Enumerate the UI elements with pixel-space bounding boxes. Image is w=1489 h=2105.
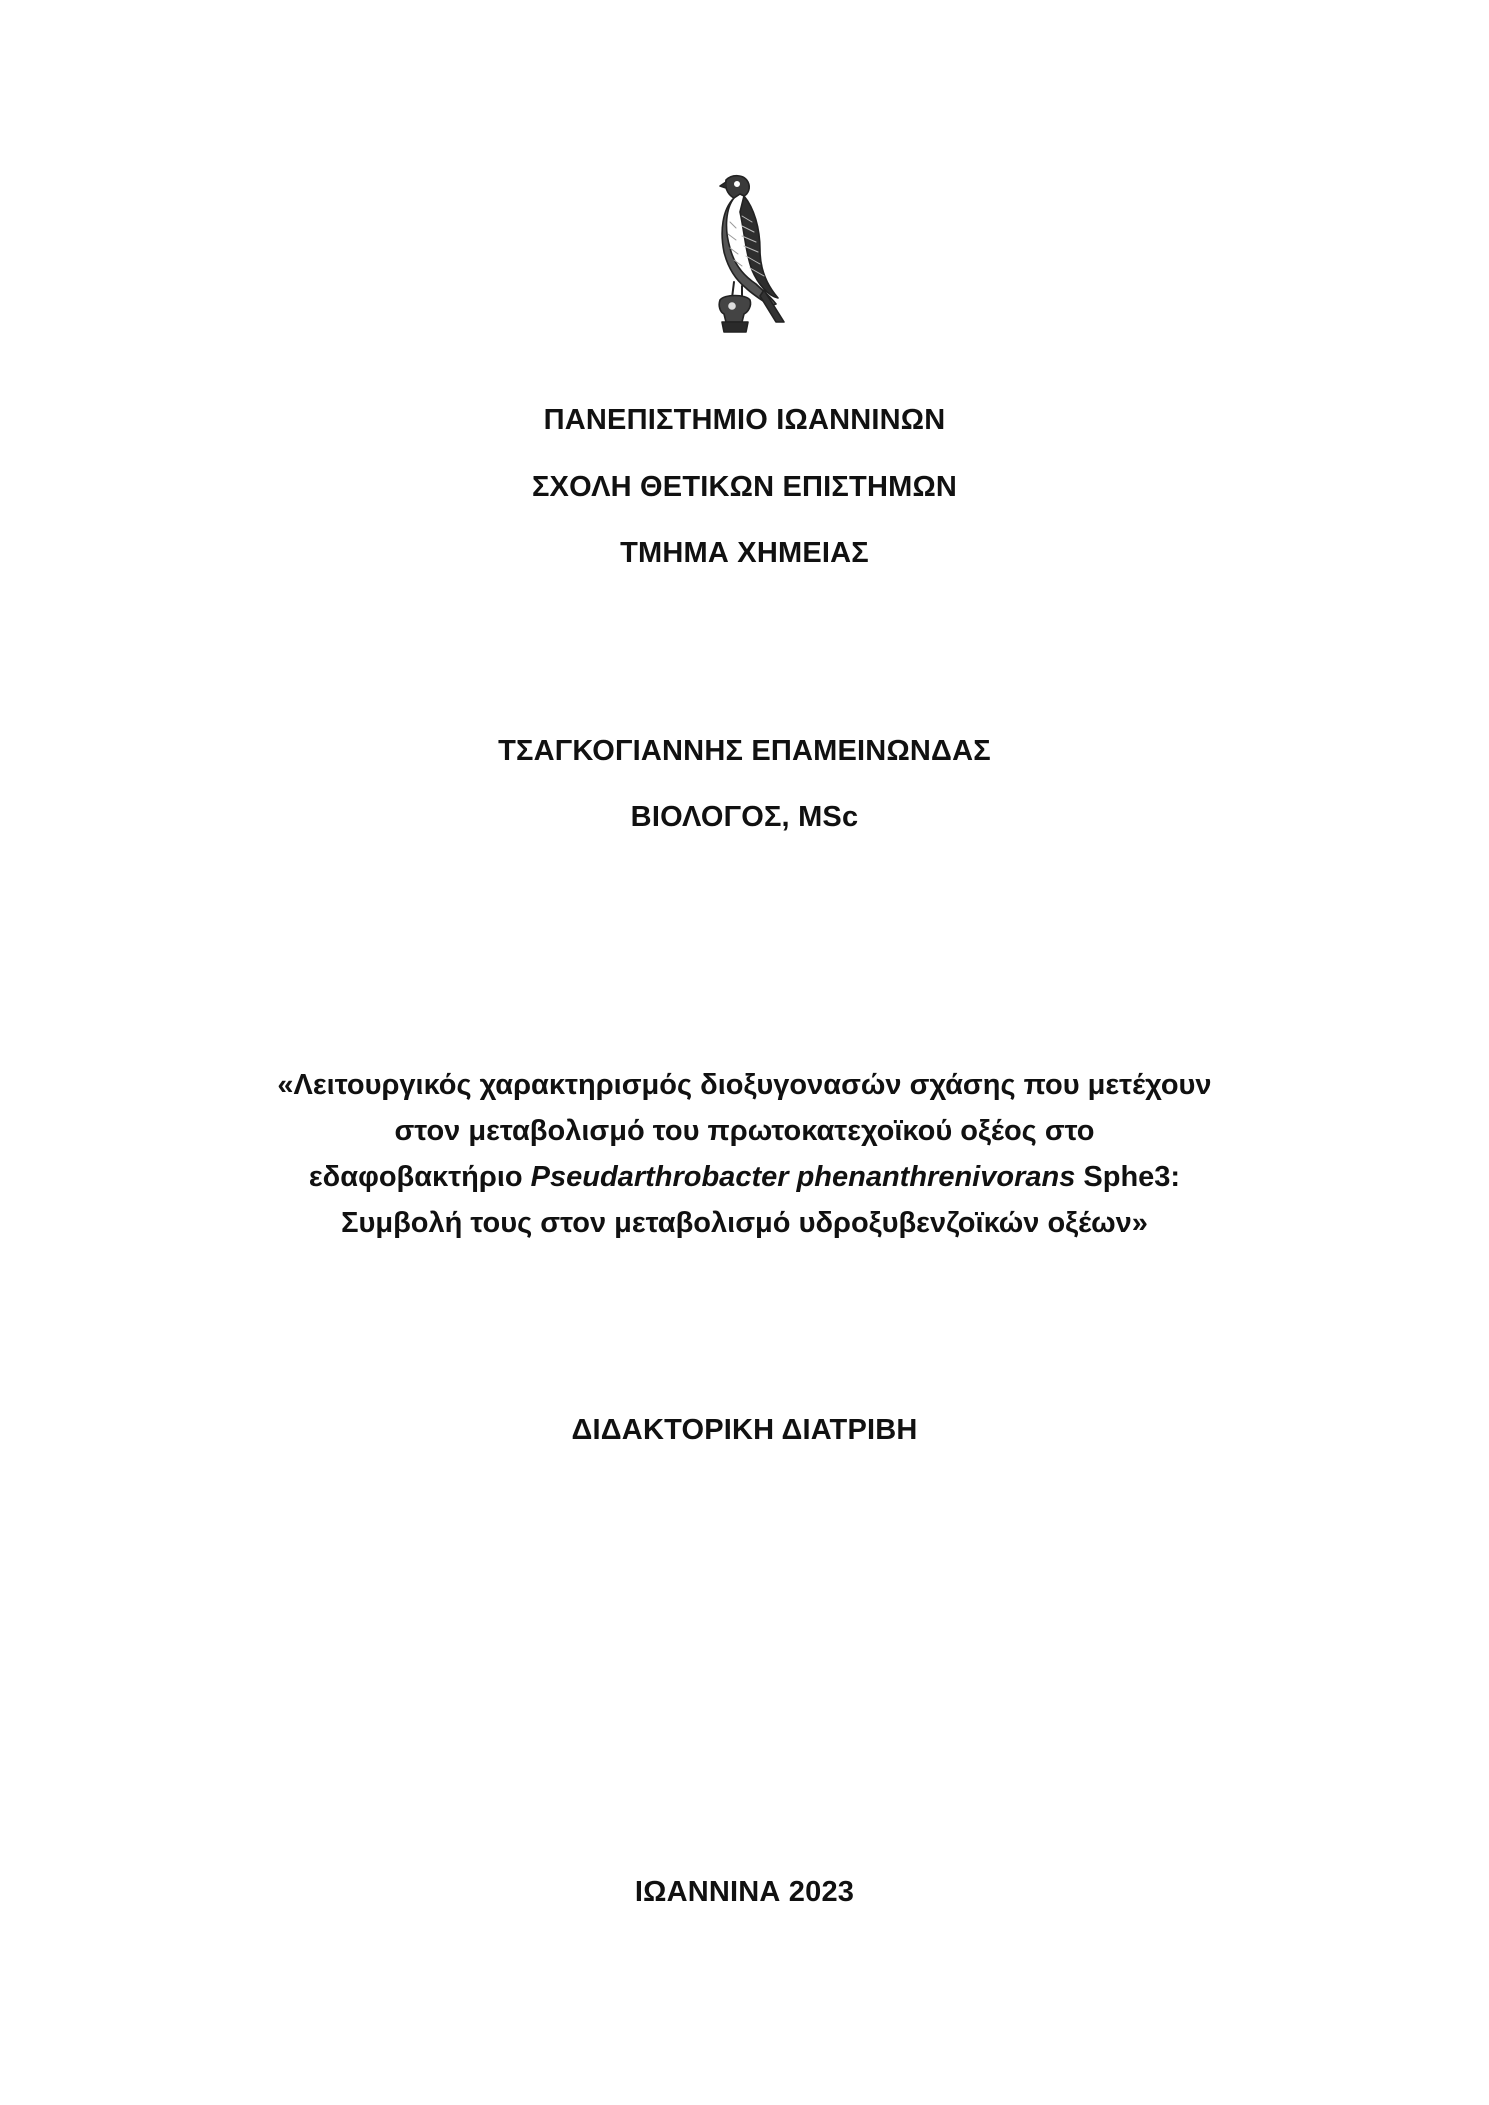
document-type: ΔΙΔΑΚΤΟΡΙΚΗ ΔΙΑΤΡΙΒΗ — [571, 1414, 918, 1446]
author-name: ΤΣΑΓΚΟΓΙΑΝΝΗΣ ΕΠΑΜΕΙΝΩΝΔΑΣ — [498, 735, 991, 767]
school-name: ΣΧΟΛΗ ΘΕΤΙΚΩΝ ΕΠΙΣΤΗΜΩΝ — [531, 471, 958, 503]
thesis-title-line-2: στον μεταβολισμό του πρωτοκατεχοϊκού οξέος στο — [394, 1115, 1095, 1147]
owl-emblem-icon — [704, 172, 786, 337]
place-year: ΙΩΑΝΝΙΝΑ 2023 — [634, 1876, 855, 1908]
university-name: ΠΑΝΕΠΙΣΤΗΜΙΟ ΙΩΑΝΝΙΝΩΝ — [543, 404, 946, 436]
thesis-title-line-3-prefix: εδαφοβακτήριο — [308, 1161, 531, 1193]
thesis-title-line-4: Συμβολή τους στον μεταβολισμό υδροξυβενζοϊκών οξέων» — [341, 1207, 1148, 1239]
author-degree: ΒΙΟΛΟΓΟΣ, MSc — [630, 801, 859, 833]
department-name: ΤΜΗΜΑ ΧΗΜΕΙΑΣ — [620, 537, 869, 569]
thesis-title-line-3-suffix: Sphe3: — [1075, 1161, 1181, 1193]
species-name: Pseudarthrobacter phenanthrenivorans — [530, 1161, 1076, 1193]
thesis-title-line-3 — [0, 1154, 1489, 1200]
thesis-title — [0, 1062, 1489, 1246]
thesis-title-line-1: «Λειτουργικός χαρακτηρισμός διοξυγονασών σχάσης που μετέχουν — [277, 1069, 1212, 1101]
